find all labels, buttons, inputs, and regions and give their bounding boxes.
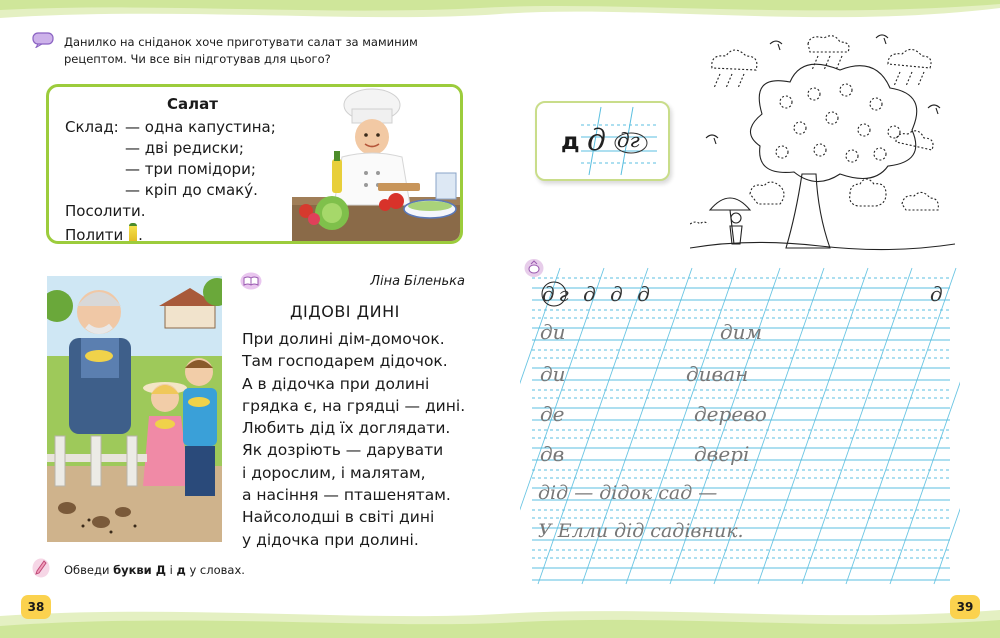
letter-card — [535, 101, 670, 181]
poem-line: Як дозріють — дарувати — [242, 441, 444, 460]
copy-row-4-word: дерево — [694, 402, 767, 426]
copy-row-6: дід — дідок сад — — [538, 482, 718, 504]
pour-line — [65, 223, 143, 244]
cursive-joined: дг — [617, 128, 640, 152]
poem-line: грядка є, на грядці — дині. — [242, 396, 466, 415]
writing-instruction — [64, 563, 245, 577]
copy-row-7: У Елли дід садівник. — [538, 520, 744, 542]
book-icon — [240, 272, 262, 290]
poem-line: у дідочка при долині. — [242, 530, 419, 549]
salt-line — [65, 202, 145, 220]
instruction-mid: і — [166, 563, 177, 577]
recipe-card — [46, 84, 463, 244]
tree-coloring-illustration — [690, 34, 955, 259]
copy-row-5-start: дв — [540, 442, 565, 466]
poem-line: Найсолодші в світі дині — [242, 508, 435, 527]
copy-row-4-start: де — [540, 402, 565, 426]
instruction-bold-letters: букви Д — [113, 563, 166, 577]
copy-row-5-word: двері — [694, 442, 750, 466]
cursive-letter: д — [587, 123, 607, 158]
page-number-right: 39 — [950, 595, 980, 619]
chef-boy-illustration — [292, 87, 460, 241]
copy-row-2-word: дим — [720, 320, 763, 344]
recipe-title: Салат — [167, 95, 218, 113]
poem-line: А в дідочка при долині — [242, 374, 430, 393]
page-number-left: 38 — [21, 595, 51, 619]
copy-row-2-start: ди — [540, 320, 566, 344]
pour-text: Полити — [65, 226, 124, 244]
print-letter: д — [561, 129, 580, 155]
poem-line: Любить дід їх доглядати. — [242, 419, 451, 438]
poem-line: а насіння — пташенятам. — [242, 486, 451, 505]
top-wave-decoration — [0, 0, 1000, 32]
copy-row-3-word: диван — [686, 362, 749, 386]
salt-text: Посолити. — [65, 202, 146, 220]
poem-text — [242, 328, 465, 551]
instruction-suffix: у словах. — [185, 563, 245, 577]
oil-bottle-icon — [129, 223, 137, 243]
instruction-bold-lower: д — [176, 563, 186, 577]
copy-row-3-start: ди — [540, 362, 566, 386]
copy-row-1: дг д д д — [542, 282, 654, 306]
ingredients-label: Склад: — [65, 118, 119, 136]
copy-row-1-end: д — [930, 282, 943, 306]
ingredient-item: — три помідори; — [125, 160, 256, 178]
ingredient-item: — одна капустина; — [125, 118, 276, 136]
task-question: Данилко на сніданок хоче приготувати салат за маминим рецептом. Чи все він підготував для цього? — [64, 35, 418, 66]
speech-bubble-icon — [32, 32, 54, 48]
poem-line: і дорослим, і малятам, — [242, 463, 426, 482]
poem-author: Ліна Біленька — [370, 274, 465, 289]
grandpa-melons-illustration — [47, 276, 222, 542]
poem-line: При долині дім-домочок. — [242, 330, 445, 348]
ingredient-item: — кріп до смаку́. — [125, 181, 258, 199]
pencil-icon — [32, 558, 50, 578]
bottom-wave-decoration — [0, 600, 1000, 638]
ingredient-item: — дві редиски; — [125, 139, 244, 157]
instruction-prefix: Обведи — [64, 563, 114, 577]
poem-title: ДІДОВІ ДИНІ — [290, 302, 400, 321]
poem-line: Там господарем дідочок. — [242, 352, 448, 371]
pour-end: . — [138, 226, 143, 244]
